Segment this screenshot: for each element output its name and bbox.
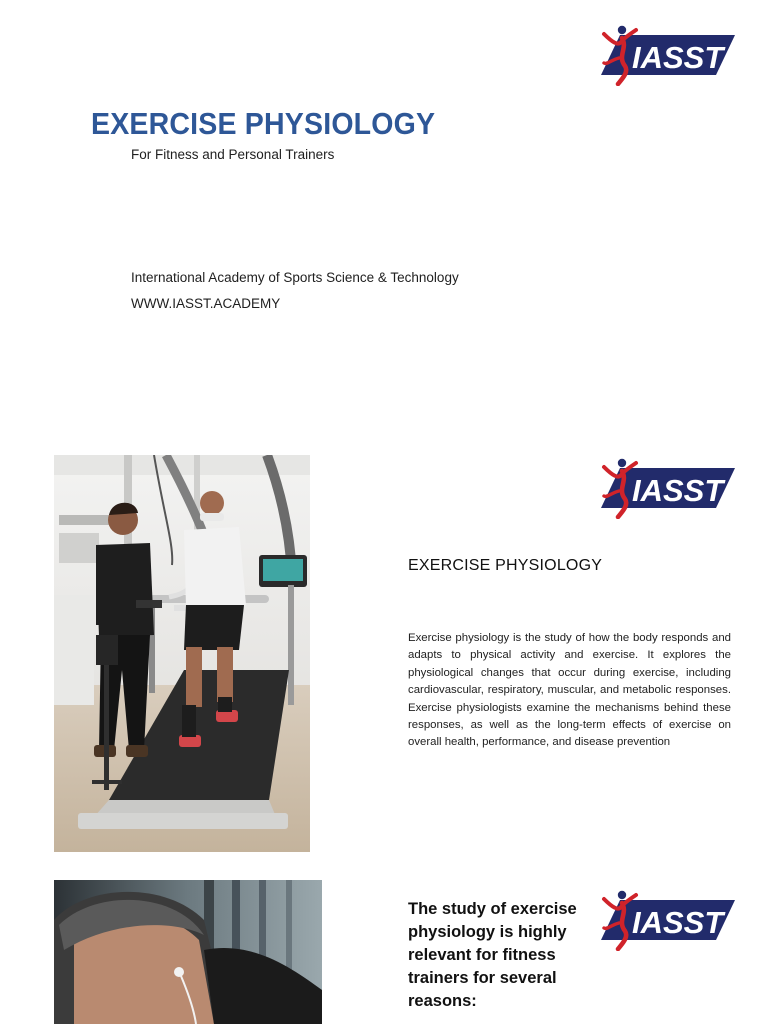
svg-text:IASST: IASST [632,905,724,940]
treadmill-test-photo [54,455,310,852]
section-body-text: Exercise physiology is the study of how the body responds and adapts to physical activity and exercise. It explores the physiological changes that occur during exercise, including cardiovascular, respiratory, muscular, and metabolic responses. Exercise physiologists examine the mechanisms behind these responses, as well as the long-term effects of exercise on overall health, performance, and disease prevention [408,632,731,749]
iasst-logo [598,889,738,951]
athlete-earphones-photo [54,880,322,1024]
iasst-logo [598,457,738,519]
document-title: EXERCISE PHYSIOLOGY [91,106,436,141]
iasst-logo [598,24,738,86]
organization-name: International Academy of Sports Science & Technology [131,270,459,285]
document-subtitle: For Fitness and Personal Trainers [131,147,335,162]
svg-text:IASST: IASST [632,473,724,508]
svg-text:IASST: IASST [632,40,724,75]
website-url: WWW.IASST.ACADEMY [131,296,281,311]
section-heading: EXERCISE PHYSIOLOGY [408,557,603,574]
relevance-heading: The study of exercise physiology is highly relevant for fitness trainers for several reasons: [408,900,577,1010]
